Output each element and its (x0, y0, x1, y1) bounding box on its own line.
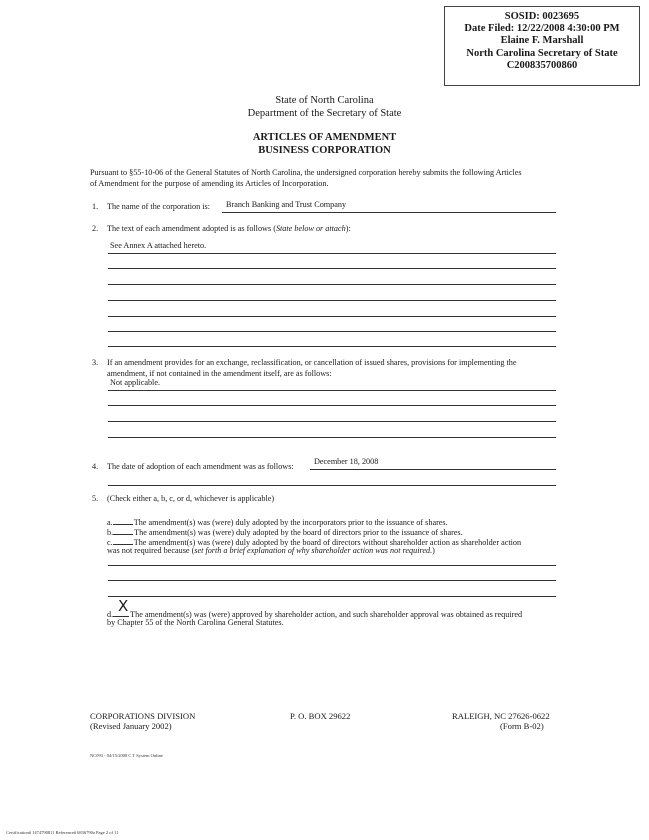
item1-underline (222, 212, 556, 213)
header-state: State of North Carolina (275, 95, 374, 106)
option-a: a. The amendment(s) was (were) duly adopted by the incorporators prior to the issuance of shares. (107, 518, 448, 527)
item4-number: 4. (92, 462, 99, 471)
check-mark-icon: X (118, 597, 129, 615)
item2-line (108, 284, 556, 285)
item2-line (108, 300, 556, 301)
option-b: b. The amendment(s) was (were) duly adopted by the board of directors prior to the issuance of shares. (107, 528, 463, 537)
option-c-blank (113, 536, 133, 545)
item5c-line (108, 565, 556, 566)
item1-number: 1. (92, 202, 99, 211)
item5-intro: (Check either a, b, c, or d, whichever is applicable) (107, 494, 275, 503)
stamp-sosid: SOSID: 0023695 (504, 11, 580, 22)
option-d-line-2: by Chapter 55 of the North Carolina General Statutes. (107, 618, 284, 627)
item2-line (108, 253, 556, 254)
item3-number: 3. (92, 358, 99, 367)
item2-line (108, 331, 556, 332)
header-department: Department of the Secretary of State (247, 108, 402, 119)
item3-line (108, 405, 556, 406)
item3-line-1: If an amendment provides for an exchange, reclassification, or cancellation of issued shares, provisions for implementing the (107, 358, 517, 367)
item5c-line (108, 596, 556, 597)
bottom-note: Certification# 1474790811 Reference# 6836790a Page 2 of 11 (6, 830, 119, 835)
item1-label: The name of the corporation is: (107, 202, 210, 211)
item2-line (108, 268, 556, 269)
option-a-blank (113, 516, 133, 525)
footer-revised: (Revised January 2002) (90, 721, 172, 731)
item5c-line (108, 580, 556, 581)
option-c-line-2: was not required because (set forth a brief explanation of why shareholder action was not required.) (107, 546, 435, 555)
item3-line (108, 437, 556, 438)
footer-po-box: P. O. BOX 29622 (290, 711, 351, 721)
option-b-blank (113, 526, 133, 535)
doc-title-1: ARTICLES OF AMENDMENT (252, 132, 397, 143)
stamp-doc-number: C200835700860 (506, 59, 578, 71)
item4-underline (310, 469, 556, 470)
footer-form: (Form B-02) (500, 721, 544, 731)
item2-line (108, 346, 556, 347)
stamp-office: North Carolina Secretary of State (466, 47, 618, 59)
amendment-text: See Annex A attached hereto. (110, 241, 207, 250)
item2-label: The text of each amendment adopted is as follows (State below or attach): (107, 224, 351, 233)
item3-line (108, 390, 556, 391)
item3-line-2: amendment, if not contained in the amendment itself, are as follows: (107, 368, 332, 378)
doc-title-2: BUSINESS CORPORATION (258, 145, 391, 156)
footer-division: CORPORATIONS DIVISION (90, 711, 196, 721)
adoption-date: December 18, 2008 (314, 457, 379, 466)
stamp-official: Elaine F. Marshall (500, 35, 584, 47)
item3-line (108, 421, 556, 422)
filing-stamp (444, 6, 640, 86)
share-provisions: Not applicable. (110, 378, 161, 387)
option-d: d. The amendment(s) was (were) approved by shareholder action, and such shareholder approval was obtained as required (107, 610, 523, 619)
item3-text (107, 358, 516, 379)
item5-number: 5. (92, 494, 99, 503)
item4-label: The date of adoption of each amendment was as follows: (107, 462, 294, 471)
item2-number: 2. (92, 224, 99, 233)
footer-code: NC093 - 04/15/2008 C T System Online (90, 753, 163, 758)
option-c: c. The amendment(s) was (were) duly adopted by the board of directors without shareholder action as shareholder action (107, 538, 522, 547)
intro-paragraph (90, 168, 560, 189)
item2-line (108, 316, 556, 317)
corporation-name: Branch Banking and Trust Company (226, 200, 347, 209)
intro-line-1: Pursuant to §55-10-06 of the General Statutes of North Carolina, the undersigned corporation hereby submits the following Articles (90, 168, 522, 177)
stamp-date-filed: Date Filed: 12/22/2008 4:30:00 PM (464, 23, 620, 35)
intro-line-2: of Amendment for the purpose of amending its Articles of Incorporation. (90, 178, 329, 188)
item4-line (108, 485, 556, 486)
footer-city: RALEIGH, NC 27626-0622 (452, 711, 550, 721)
